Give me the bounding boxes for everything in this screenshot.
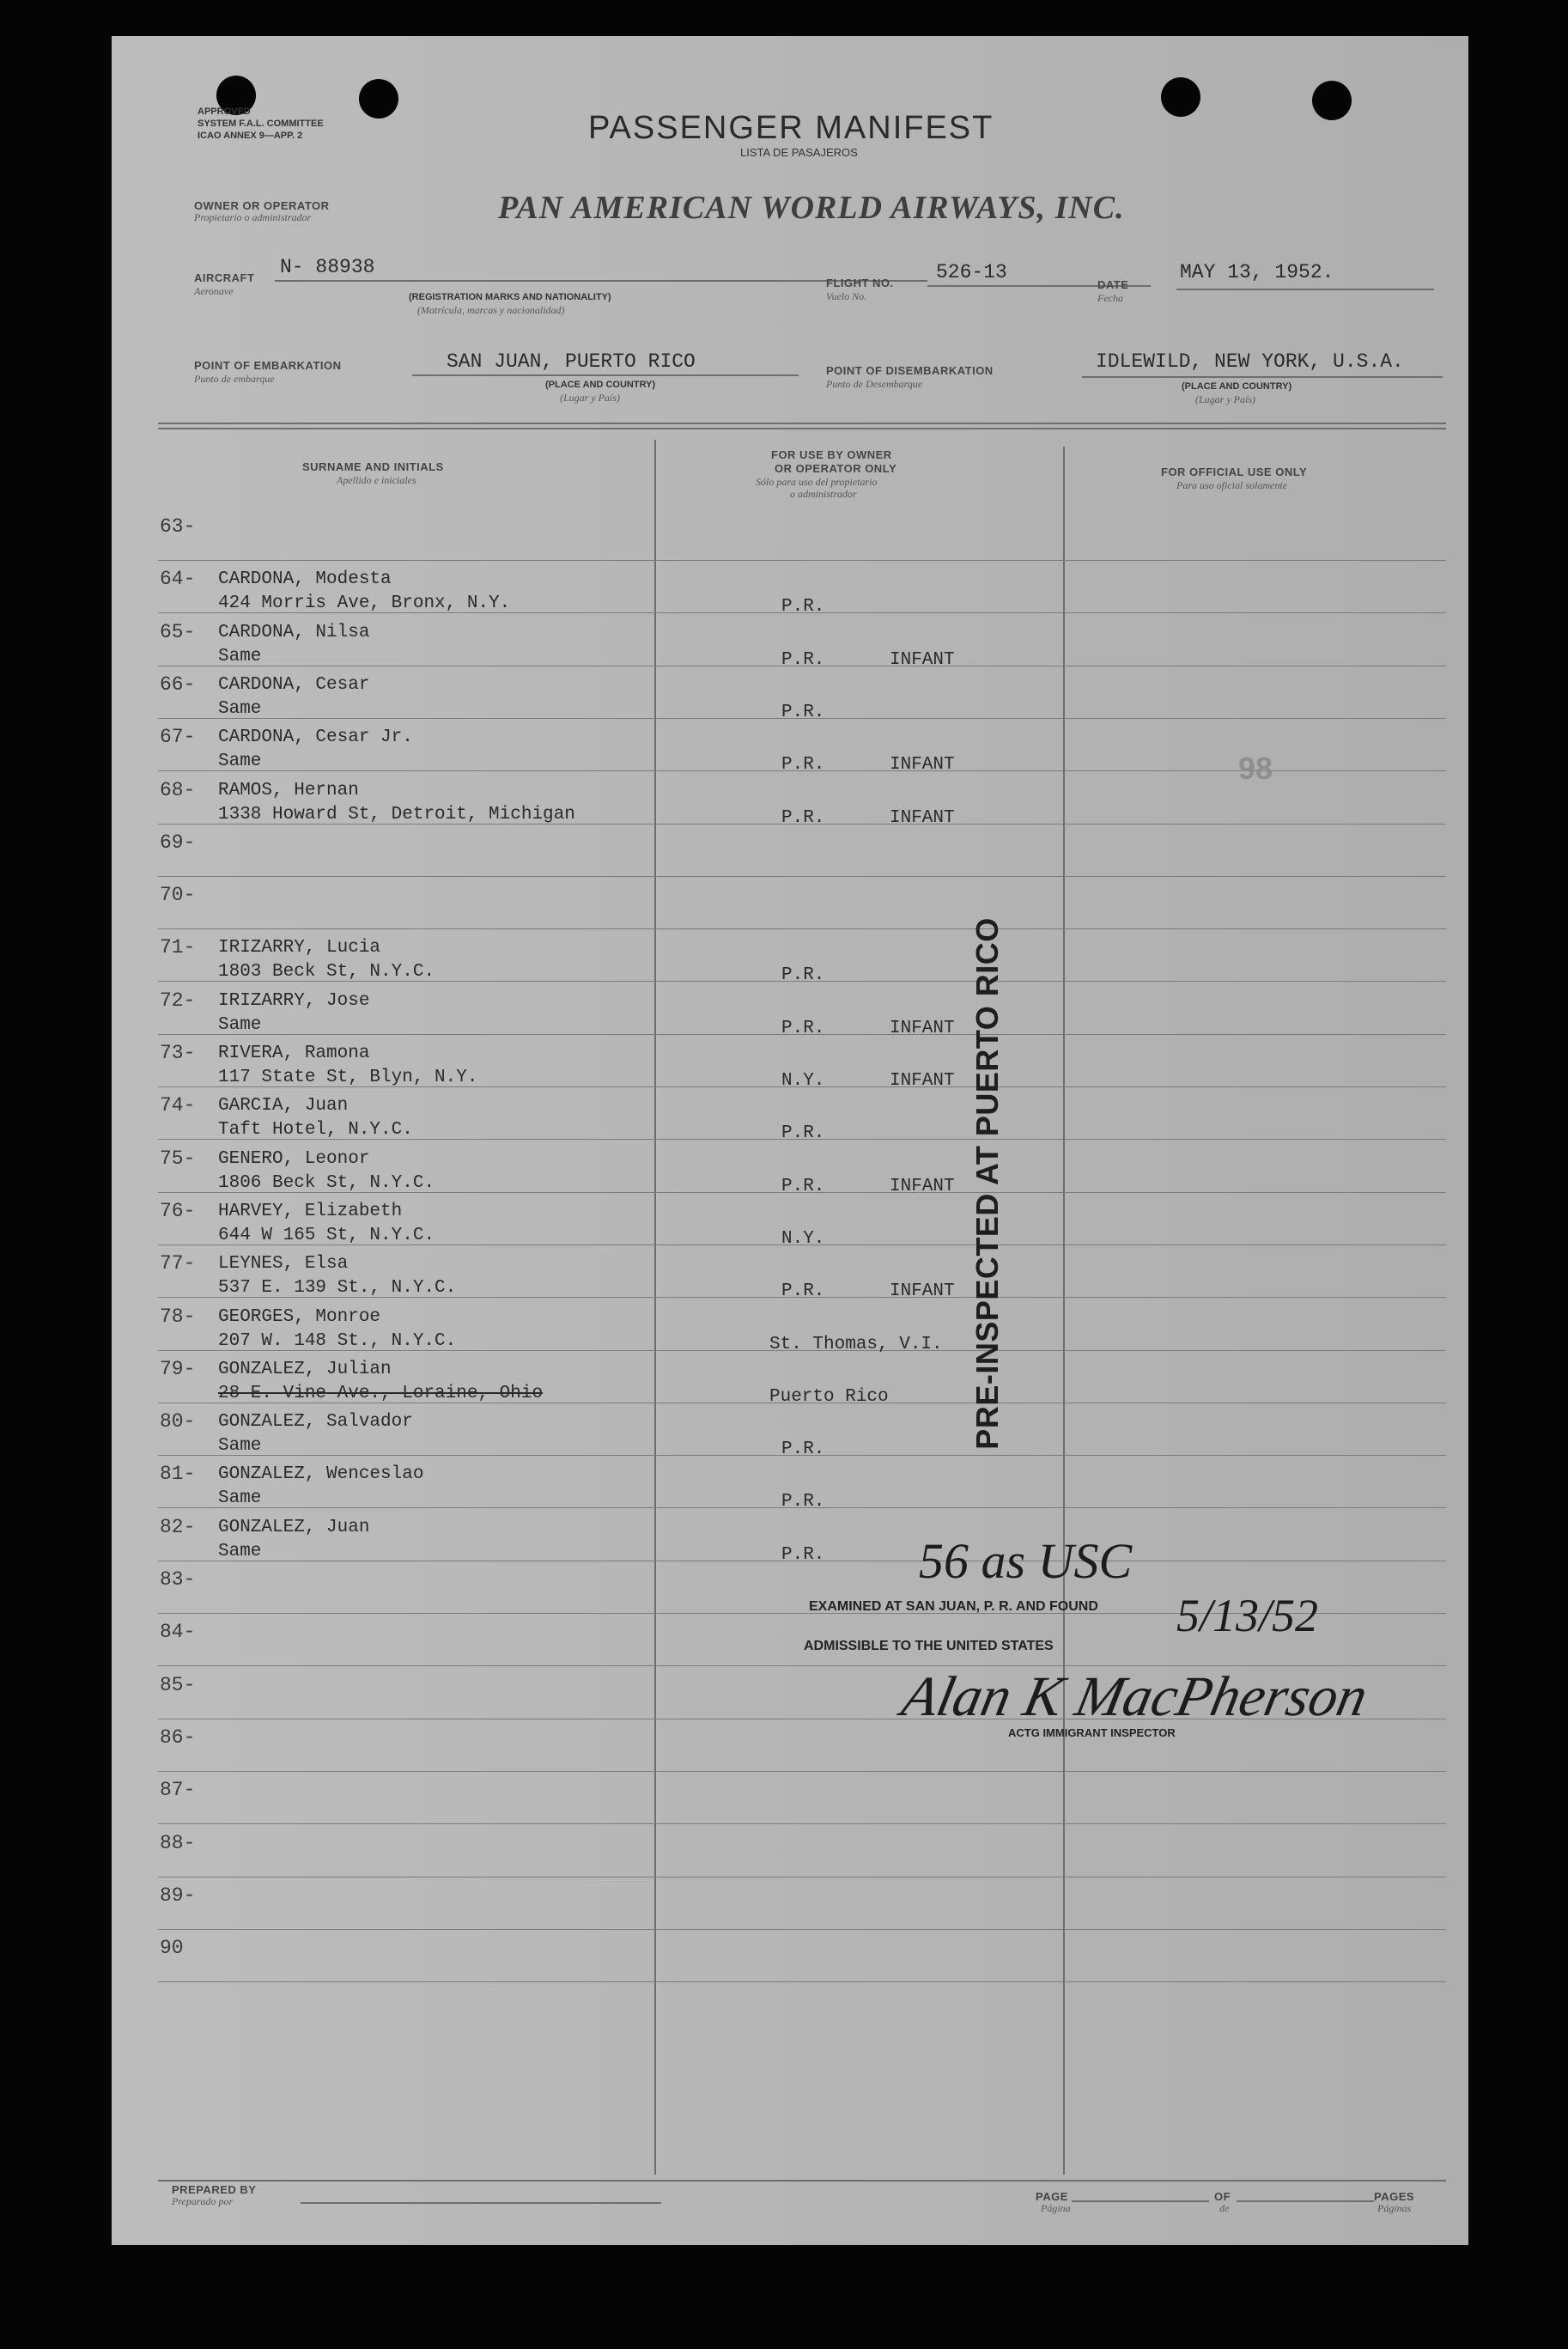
inspector-signature: Alan K MacPherson [896,1665,1373,1728]
passenger-address: 537 E. 139 St., N.Y.C. [218,1278,457,1298]
row-number: 76- [160,1200,196,1222]
col-header-surname: SURNAME AND INITIALS [302,460,444,473]
col-header-owner-es-2: o administrador [790,488,857,500]
row-number: 88- [160,1832,196,1854]
row-number: 81- [160,1463,196,1485]
approved-text: APPROVED [198,106,251,117]
row-number: 73- [160,1042,196,1064]
col-header-official-es: Para uso oficial solamente [1176,479,1287,491]
passenger-name: GONZALEZ, Julian [218,1360,392,1379]
infant-note: INFANT [890,1177,955,1196]
passenger-address: Same [218,647,262,666]
passenger-name: GONZALEZ, Salvador [218,1412,413,1432]
row-number: 70- [160,884,196,906]
passenger-name: IRIZARRY, Lucia [218,938,381,958]
date-label: DATE [1097,278,1129,291]
residence-code: P.R. [781,703,825,722]
owner-label-es: Propietario o administrador [194,211,312,223]
place-label-2-es: (Lugar y País) [1195,393,1255,405]
pages-label: PAGES [1374,2190,1415,2203]
residence-code: St. Thomas, V.I. [769,1335,943,1354]
infant-note: INFANT [890,1071,955,1091]
embark-value: SAN JUAN, PUERTO RICO [447,350,696,373]
passenger-address: Same [218,1488,262,1508]
col-header-owner-1: FOR USE BY OWNER [771,448,892,461]
form-title: PASSENGER MANIFEST [588,110,994,146]
place-label: (PLACE AND COUNTRY) [545,380,656,390]
annex-text: ICAO ANNEX 9—APP. 2 [198,131,303,141]
row-number: 86- [160,1726,196,1749]
passenger-name: LEYNES, Elsa [218,1254,349,1274]
flight-label: FLIGHT NO. [826,277,894,289]
row-rule [158,876,1446,877]
residence-code: P.R. [781,1019,825,1038]
infant-note: INFANT [890,808,955,828]
infant-note: INFANT [890,1019,955,1038]
row-number: 80- [160,1410,196,1433]
punch-hole [1161,77,1200,117]
passenger-name: CARDONA, Modesta [218,569,392,589]
residence-code: P.R. [781,1281,825,1301]
admissible-stamp: ADMISSIBLE TO THE UNITED STATES [804,1639,1054,1653]
row-number: 63- [160,515,196,538]
passenger-address: Same [218,699,262,719]
residence-code: P.R. [781,1492,825,1512]
form-subtitle: LISTA DE PASAJEROS [740,146,858,159]
aircraft-label: AIRCRAFT [194,271,255,284]
passenger-name: GEORGES, Monroe [218,1307,381,1327]
passenger-address: 424 Morris Ave, Bronx, N.Y. [218,593,511,613]
place-label-es: (Lugar y País) [560,392,620,404]
prepared-by-label: PREPARED BY [172,2183,257,2196]
residence-code: P.R. [781,1123,825,1143]
passenger-name: CARDONA, Nilsa [218,623,370,642]
row-number: 64- [160,568,196,590]
col-header-owner-es-1: Sólo para uso del propietario [756,476,878,488]
passenger-address: Same [218,1542,262,1561]
residence-code: N.Y. [781,1229,825,1249]
passenger-name: GENERO, Leonor [218,1149,370,1169]
disembark-label: POINT OF DISEMBARKATION [826,364,994,377]
passenger-name: CARDONA, Cesar [218,675,370,695]
passenger-address: 1806 Beck St, N.Y.C. [218,1173,435,1193]
punch-hole [1312,81,1352,120]
row-number: 72- [160,989,196,1012]
embark-label-es: Punto de embarque [194,373,275,385]
passenger-name: GARCIA, Juan [218,1096,349,1116]
row-number: 83- [160,1568,196,1591]
row-number: 65- [160,621,196,643]
infant-note: INFANT [890,650,955,670]
row-number: 84- [160,1621,196,1643]
residence-code: P.R. [781,650,825,670]
prepared-by-label-es: Preparado por [172,2195,234,2207]
residence-code: P.R. [781,755,825,775]
row-number: 77- [160,1252,196,1275]
residence-code: P.R. [781,597,825,617]
date-label-es: Fecha [1097,292,1123,304]
committee-text: SYSTEM F.A.L. COMMITTEE [198,119,324,129]
manifest-sheet [112,36,1468,2245]
row-number: 78- [160,1305,196,1328]
passenger-name: HARVEY, Elizabeth [218,1202,403,1221]
passenger-name: RIVERA, Ramona [218,1044,370,1063]
col-header-official: FOR OFFICIAL USE ONLY [1161,466,1308,478]
punch-hole [359,79,398,119]
passenger-address: 1803 Beck St, N.Y.C. [218,962,435,982]
residence-code: N.Y. [781,1071,825,1091]
disembark-label-es: Punto de Desembarque [826,378,923,390]
passenger-address: Same [218,752,262,771]
date-value: MAY 13, 1952. [1180,261,1334,283]
page-stamp: 98 [1238,751,1273,786]
passenger-address: 1338 Howard St, Detroit, Michigan [218,805,575,825]
row-number: 67- [160,726,196,748]
row-number: 79- [160,1358,196,1380]
airline-name: PAN AMERICAN WORLD AIRWAYS, INC. [498,190,1125,226]
residence-code: P.R. [781,808,825,828]
row-number: 82- [160,1516,196,1538]
residence-code: P.R. [781,1177,825,1196]
handwritten-date: 5/13/52 [1176,1590,1319,1641]
handwritten-count: 56 as USC [919,1533,1133,1589]
row-rule [158,928,1446,929]
passenger-address: Same [218,1436,262,1456]
owner-label: OWNER OR OPERATOR [194,199,330,212]
row-number: 90 [160,1937,184,1959]
passenger-address: 117 State St, Blyn, N.Y. [218,1068,478,1087]
place-label-2: (PLACE AND COUNTRY) [1182,381,1292,392]
examined-stamp: EXAMINED AT SAN JUAN, P. R. AND FOUND [809,1599,1098,1614]
row-number: 69- [160,831,196,854]
residence-code: Puerto Rico [769,1387,889,1407]
residence-code: P.R. [781,1439,825,1459]
infant-note: INFANT [890,755,955,775]
passenger-address: 207 W. 148 St., N.Y.C. [218,1331,457,1351]
page-label-es: Página [1041,2202,1071,2214]
passenger-name: CARDONA, Cesar Jr. [218,727,413,747]
row-rule [158,1981,1446,1982]
embark-label: POINT OF EMBARKATION [194,359,342,372]
row-rule [158,1929,1446,1930]
flight-label-es: Vuelo No. [826,290,867,302]
inspector-title: ACTG IMMIGRANT INSPECTOR [1008,1726,1176,1739]
page-label: PAGE [1036,2190,1068,2203]
registration-label: (REGISTRATION MARKS AND NATIONALITY) [409,292,611,302]
row-number: 89- [160,1884,196,1907]
col-header-surname-es: Apellido e iniciales [337,474,416,486]
row-rule [158,1823,1446,1824]
row-number: 85- [160,1674,196,1696]
disembark-value: IDLEWILD, NEW YORK, U.S.A. [1096,350,1404,373]
of-label: OF [1214,2190,1231,2203]
row-number: 71- [160,936,196,958]
passenger-name: RAMOS, Hernan [218,781,359,800]
registration-label-es: (Matrícula, marcas y nacionalidad) [417,304,565,316]
passenger-address: 28 E. Vine Ave., Loraine, Ohio [218,1384,544,1403]
col-header-owner-2: OR OPERATOR ONLY [775,462,897,475]
row-number: 68- [160,779,196,801]
pages-label-es: Páginas [1377,2202,1412,2214]
passenger-address: 644 W 165 St, N.Y.C. [218,1226,435,1245]
row-rule [158,1771,1446,1772]
row-number: 74- [160,1094,196,1117]
of-label-es: de [1219,2202,1230,2214]
row-number: 75- [160,1147,196,1170]
row-number: 87- [160,1779,196,1801]
passenger-address: Same [218,1015,262,1035]
row-rule [158,560,1446,561]
passenger-name: GONZALEZ, Wenceslao [218,1464,424,1484]
residence-code: P.R. [781,1545,825,1565]
row-number: 66- [160,673,196,696]
pre-inspected-stamp: PRE-INSPECTED AT PUERTO RICO [969,917,1005,1450]
passenger-name: IRIZARRY, Jose [218,991,370,1011]
flight-value: 526-13 [936,261,1007,283]
aircraft-label-es: Aeronave [194,285,234,297]
aircraft-value: N- 88938 [280,256,375,278]
passenger-address: Taft Hotel, N.Y.C. [218,1120,413,1140]
passenger-name: GONZALEZ, Juan [218,1518,370,1537]
residence-code: P.R. [781,965,825,985]
infant-note: INFANT [890,1281,955,1301]
